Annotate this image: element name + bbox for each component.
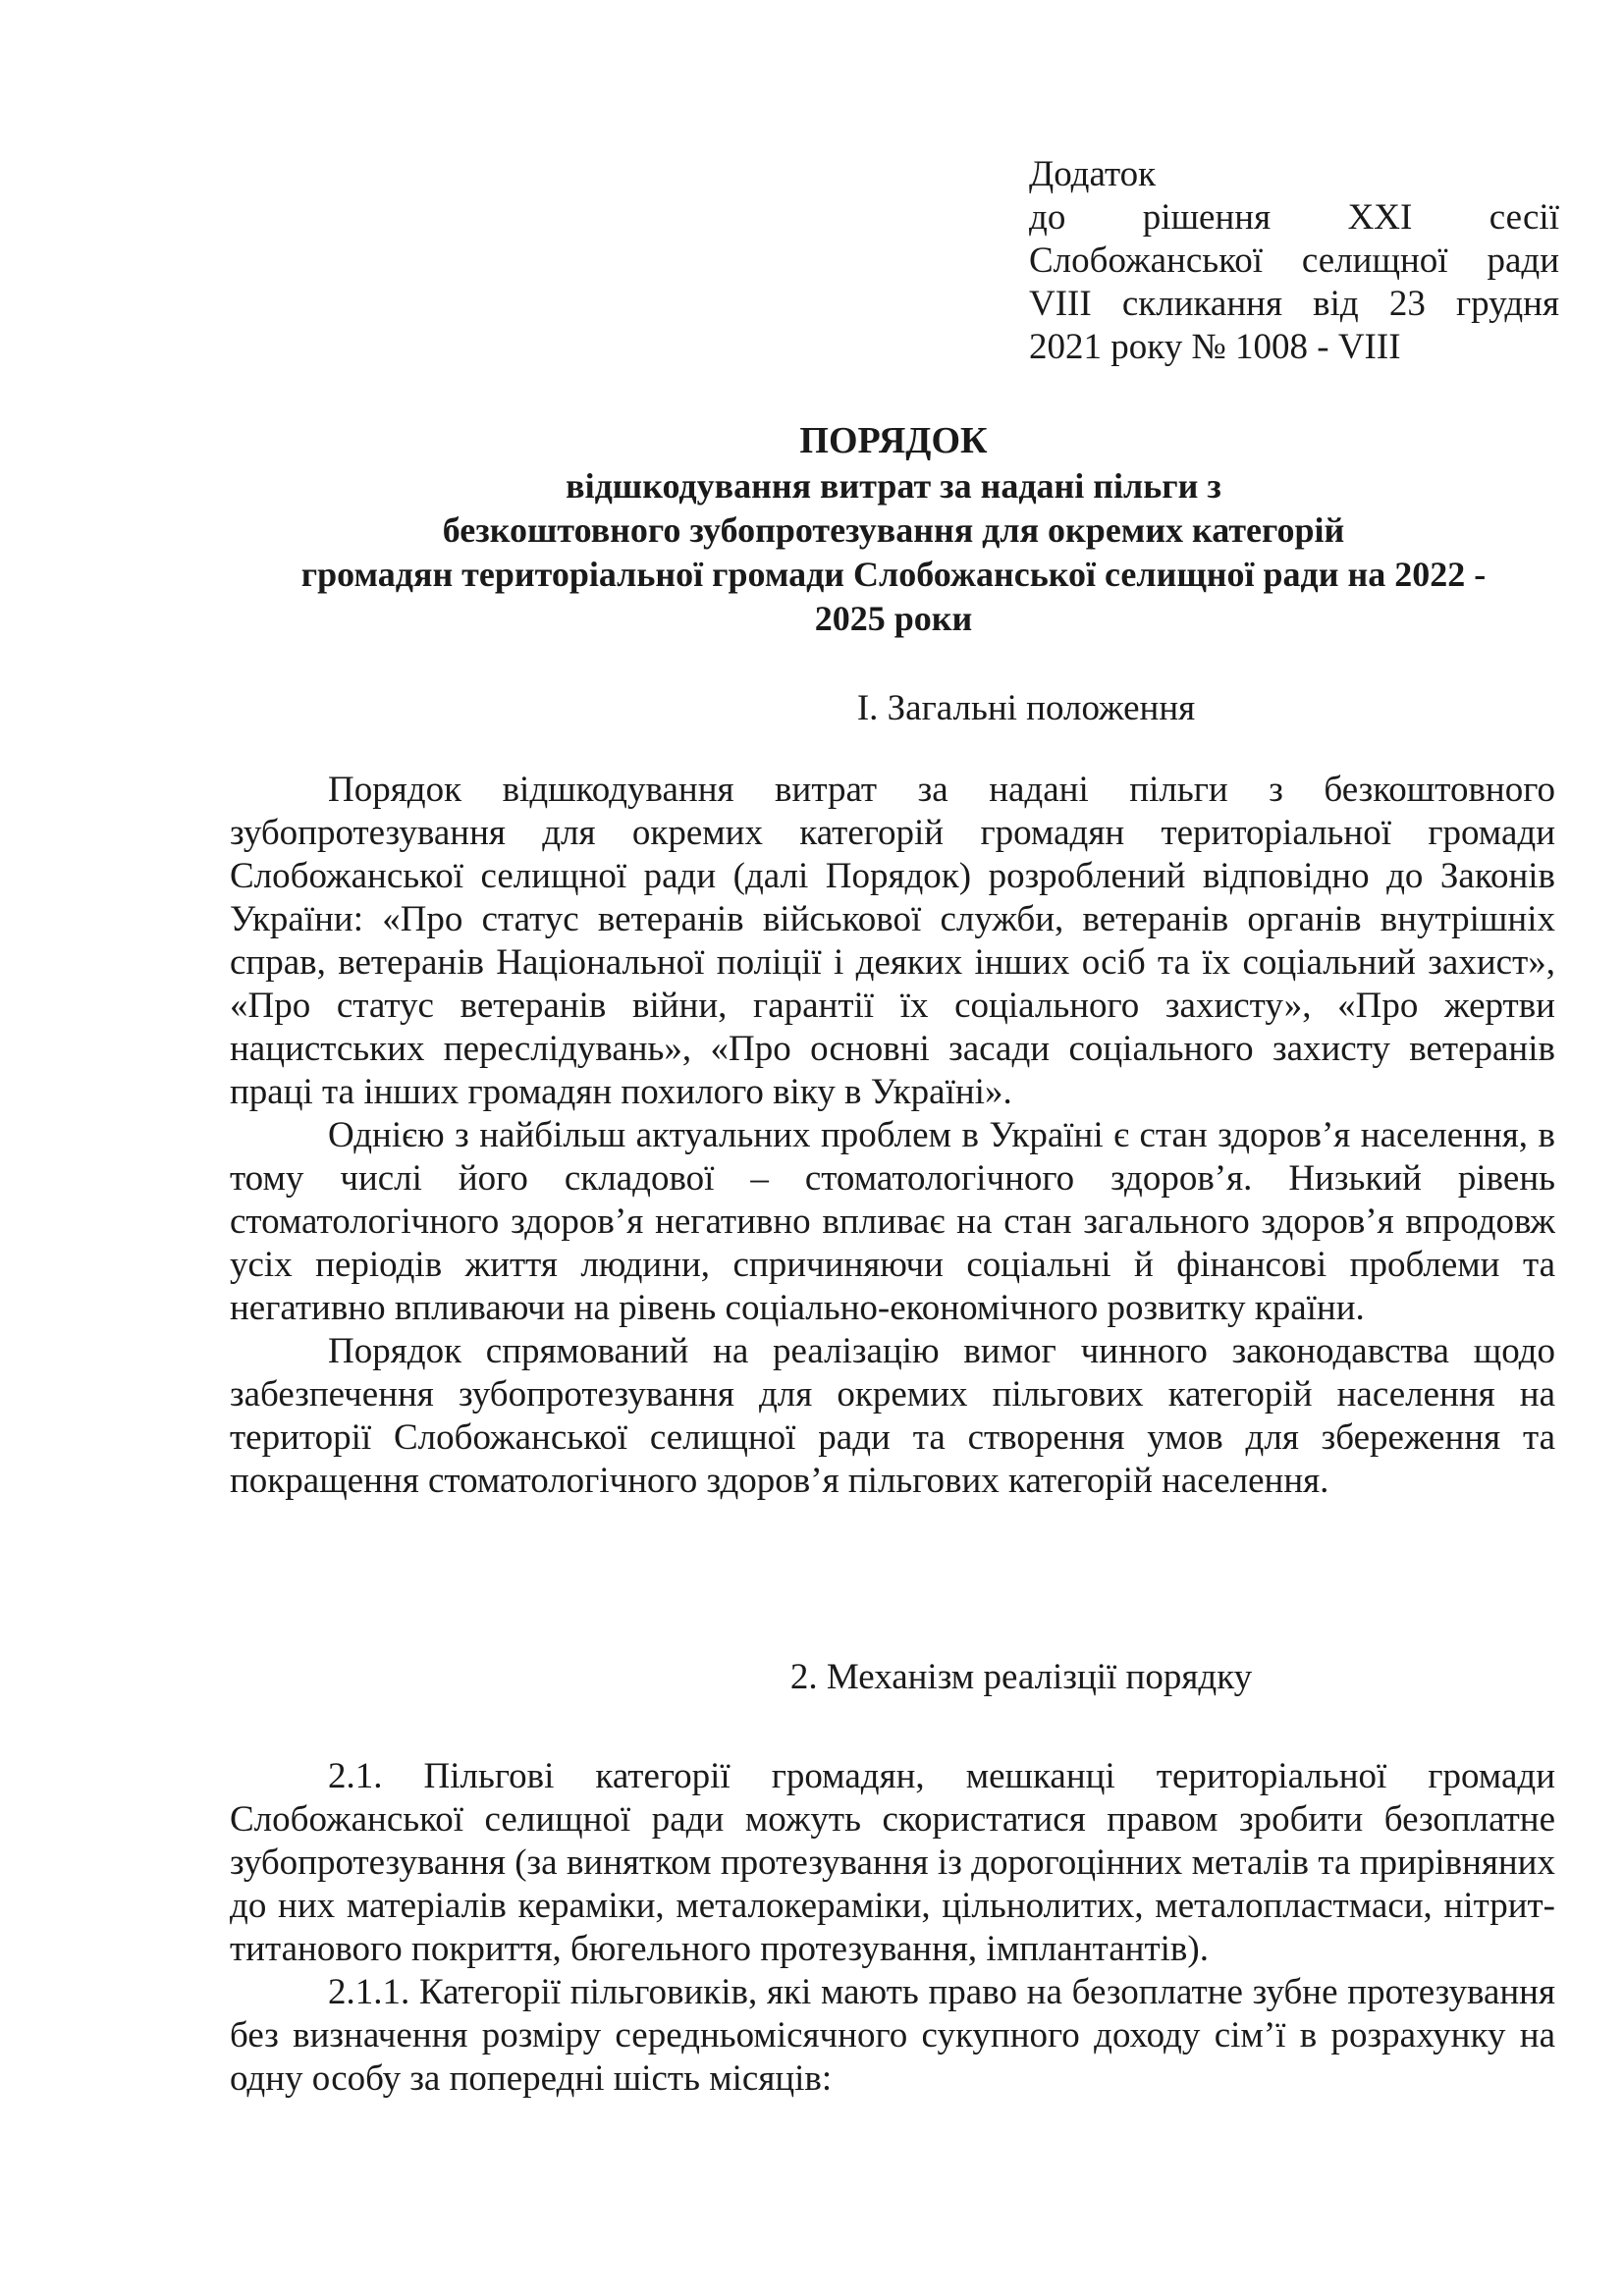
section-2-paragraph-1: 2.1. Пільгові категорії громадян, мешканці територіальної громади Слобожанської селищної ради можуть скористатися правом зробити безоплатне зубопротезування (за винятком протезування із дорогоцінних металів та прирівняних до них матеріалів кераміки, металокераміки, цільнолитих, металопластмаси, нітрит-титанового покриття, бюгельного протезування, імплантантів). — [230, 1756, 1555, 1969]
document-title — [226, 417, 1561, 641]
section-2-heading: 2. Механізм реалізції порядку — [789, 1657, 1253, 1697]
title-line-1: відшкодування витрат за надані пільги з — [566, 466, 1221, 506]
section-2-paragraph-2: 2.1.1. Категорії пільговиків, які мають право на безоплатне зубне протезування без визначення розміру середньомісячного сукупного доходу сім’ї в розрахунку на одну особу за попередні шість місяців: — [230, 1972, 1555, 2099]
appendix-line-5: 2021 року № 1008 - VIII — [1029, 327, 1401, 367]
appendix-line-2: до рішення XXI сесії — [1029, 197, 1559, 238]
section-1-paragraph-3: Порядок спрямований на реалізацію вимог чинного законодавства щодо забезпечення зубопротезування для окремих пільгових категорій населення на території Слобожанської селищної ради та створення умов для збереження та покращення стоматологічного здоров’я пільгових категорій населення. — [230, 1331, 1555, 1501]
appendix-line-4: VIII скликання від 23 грудня — [1029, 284, 1559, 324]
title-line-4: 2025 роки — [814, 599, 973, 638]
section-1-heading: І. Загальні положення — [856, 688, 1196, 728]
appendix-line-3: Слобожанської селищної ради — [1029, 240, 1559, 281]
section-1-paragraph-2: Однією з найбільш актуальних проблем в Україні є стан здоров’я населення, в тому числі його складової – стоматологічного здоров’я. Низький рівень стоматологічного здоров’я негативно впливає на стан загального здоров’я впродовж усіх періодів життя людини, спричиняючи соціальні й фінансові проблеми та негативно впливаючи на рівень соціально-економічного розвитку країни. — [230, 1115, 1555, 1328]
title-main: ПОРЯДОК — [799, 420, 988, 461]
title-line-2: безкоштовного зубопротезування для окремих категорій — [442, 510, 1345, 550]
section-2-body — [230, 1755, 1555, 2101]
appendix-header — [1029, 153, 1559, 369]
section-1-body — [230, 769, 1555, 1503]
title-line-3: громадян територіальної громади Слобожанської селищної ради на 2022 - — [300, 555, 1487, 594]
section-1-paragraph-1: Порядок відшкодування витрат за надані пільги з безкоштовного зубопротезування для окремих категорій громадян територіальної громади Слобожанської селищної ради (далі Порядок) розроблений відповідно до Законів України: «Про статус ветеранів військової служби, ветеранів органів внутрішніх справ, ветеранів Національної поліції і деяких інших осіб та їх соціальний захист», «Про статус ветеранів війни, гарантії їх соціального захисту», «Про жертви нацистських переслідувань», «Про основні засади соціального захисту ветеранів праці та інших громадян похилого віку в Україні». — [230, 770, 1555, 1112]
appendix-line-1: Додаток — [1029, 154, 1157, 194]
